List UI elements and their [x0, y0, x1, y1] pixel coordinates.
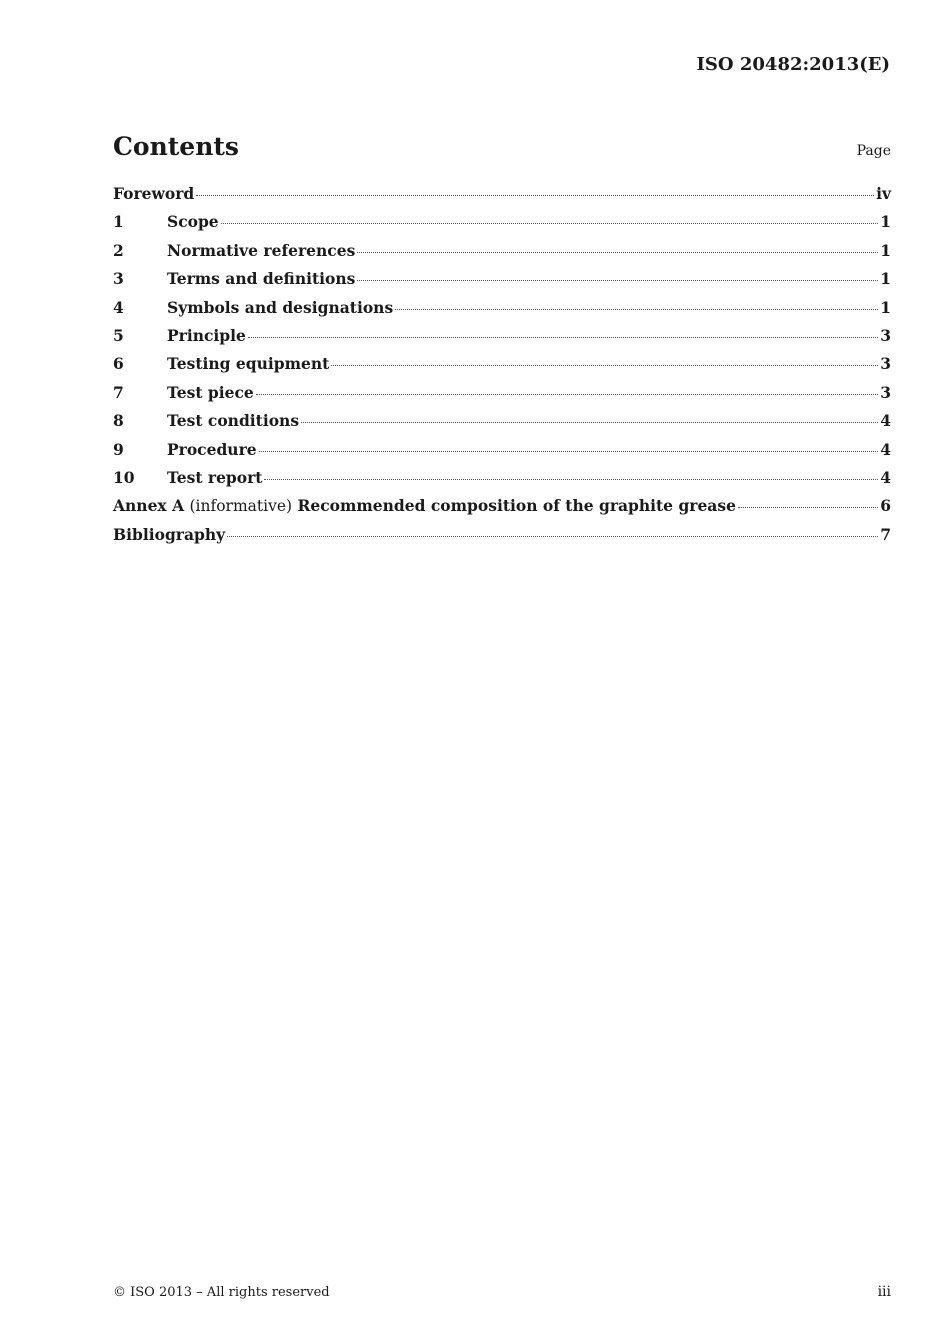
toc-entry-page: 1: [880, 240, 891, 260]
table-of-contents: [113, 184, 891, 553]
toc-entry-annex-a[interactable]: [113, 496, 891, 524]
toc-entry-title: Scope: [167, 212, 219, 232]
annex-label: Annex A: [113, 496, 185, 516]
toc-entry-principle[interactable]: [113, 326, 891, 354]
toc-entry-number: 5: [113, 325, 124, 345]
copyright-notice: © ISO 2013 – All rights reserved: [113, 1285, 330, 1300]
toc-entry-title: Bibliography: [113, 524, 226, 544]
toc-entry-page: 1: [880, 269, 891, 289]
toc-entry-bibliography[interactable]: [113, 525, 891, 553]
toc-entry-title: Normative references: [167, 240, 356, 260]
toc-entry-page: 4: [880, 411, 891, 431]
toc-entry-page: 7: [880, 524, 891, 544]
dot-leader: [331, 365, 878, 366]
toc-entry-page: 3: [880, 382, 891, 402]
toc-entry-number: 9: [113, 439, 124, 459]
dot-leader: [227, 536, 878, 537]
dot-leader: [248, 337, 878, 338]
toc-entry-page: 4: [880, 439, 891, 459]
toc-entry-normative-references[interactable]: [113, 241, 891, 269]
toc-entry-testing-equipment[interactable]: [113, 354, 891, 382]
page-footer: [113, 1284, 891, 1300]
toc-entry-number: 7: [113, 382, 124, 402]
toc-entry-number: 6: [113, 354, 124, 374]
document-id: ISO 20482:2013(E): [696, 54, 890, 75]
contents-title: Contents: [113, 132, 240, 161]
toc-entry-number: 8: [113, 411, 124, 431]
toc-entry-number: 4: [113, 297, 124, 317]
toc-entry-title: Procedure: [167, 439, 257, 459]
toc-entry-title: Testing equipment: [167, 354, 330, 374]
toc-entry-page: iv: [876, 184, 891, 203]
toc-entry-title: Principle: [167, 325, 246, 345]
dot-leader: [395, 309, 878, 310]
dot-leader: [256, 394, 878, 395]
dot-leader: [301, 422, 878, 423]
toc-entry-title: Test report: [167, 467, 263, 487]
toc-entry-title: Foreword: [113, 184, 195, 203]
page-number: iii: [877, 1284, 891, 1300]
toc-entry-foreword[interactable]: [113, 184, 891, 212]
page-column-label: Page: [856, 143, 891, 159]
toc-entry-symbols-and-designations[interactable]: [113, 298, 891, 326]
toc-entry-page: 1: [880, 212, 891, 232]
toc-entry-page: 3: [880, 325, 891, 345]
toc-entry-terms-and-definitions[interactable]: [113, 269, 891, 297]
toc-entry-number: 10: [113, 467, 135, 487]
toc-entry-test-piece[interactable]: [113, 383, 891, 411]
toc-entry-title: Test conditions: [167, 411, 300, 431]
dot-leader: [221, 223, 879, 224]
dot-leader: [259, 451, 879, 452]
annex-title-group: [113, 496, 736, 515]
toc-entry-test-conditions[interactable]: [113, 411, 891, 439]
toc-entry-title: Symbols and designations: [167, 297, 394, 317]
contents-header: [113, 132, 891, 161]
toc-entry-procedure[interactable]: [113, 440, 891, 468]
toc-entry-test-report[interactable]: [113, 468, 891, 496]
toc-entry-page: 4: [880, 467, 891, 487]
annex-type: (informative): [189, 497, 293, 516]
toc-entry-number: 3: [113, 269, 124, 289]
toc-entry-scope[interactable]: [113, 212, 891, 240]
dot-leader: [264, 479, 878, 480]
toc-entry-number: 1: [113, 212, 124, 232]
dot-leader: [738, 507, 878, 508]
toc-entry-number: 2: [113, 240, 124, 260]
annex-title: Recommended composition of the graphite grease: [297, 496, 736, 516]
toc-entry-title: Terms and definitions: [167, 269, 356, 289]
dot-leader: [196, 195, 874, 196]
toc-entry-page: 1: [880, 297, 891, 317]
toc-entry-page: 6: [880, 496, 891, 516]
toc-entry-page: 3: [880, 354, 891, 374]
dot-leader: [357, 252, 878, 253]
dot-leader: [357, 280, 878, 281]
toc-entry-title: Test piece: [167, 382, 254, 402]
